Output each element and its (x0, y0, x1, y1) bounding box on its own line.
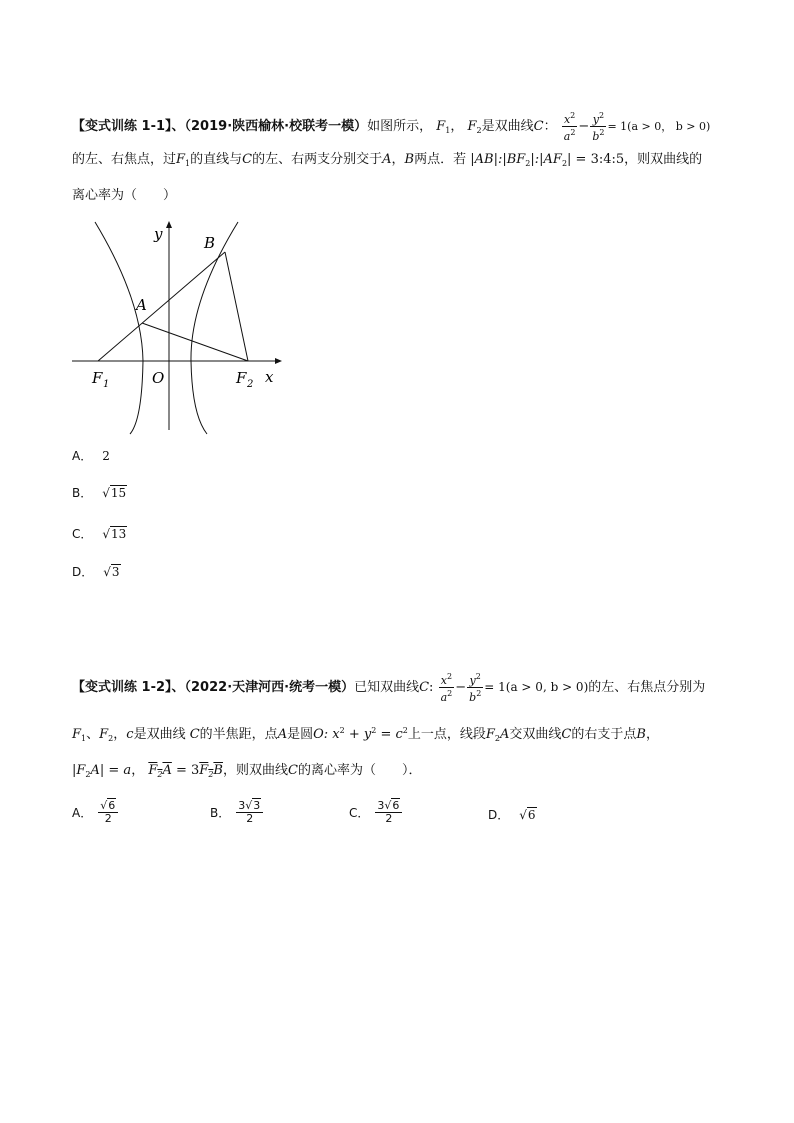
q2-option-c-value: $\frac{3√6}{2}$ (375, 800, 402, 825)
q1-option-a-value: 2 (102, 449, 110, 463)
q1-l2-f1: F (176, 152, 186, 167)
q2-l2-f1: F (72, 727, 82, 742)
q1-l2-b: 的直线与 (190, 152, 243, 167)
q1-f1-sub: 1 (445, 126, 451, 135)
q2-l3-sub: 2 (85, 770, 91, 779)
line-f1-b (98, 252, 225, 361)
q1-option-d[interactable] (72, 563, 121, 580)
label-b: B (204, 234, 216, 252)
label-o: O (152, 369, 165, 387)
hyperbola-figure (70, 220, 290, 435)
q1-option-b[interactable] (72, 484, 127, 501)
q2-l2-j: A (500, 727, 510, 742)
q1-minus: − (578, 119, 590, 134)
q1-l2-a: 的左、右焦点，过 (72, 152, 177, 167)
q2-colon: : (429, 680, 434, 695)
q2-frac-x: $\frac{x^2}{a^2}$ (440, 672, 453, 704)
q1-frac-y: $\frac{y^2}{b^2}$ (592, 111, 605, 143)
q2-option-a-label: A． (72, 806, 93, 820)
q1-option-a-label: A． (72, 449, 93, 463)
q1-option-b-label: B． (72, 486, 93, 500)
q1-l2-c: 的左、右两支分别交于 (252, 152, 383, 167)
label-f2: F (236, 369, 247, 387)
q2-line-1 (72, 671, 705, 704)
q1-option-c-label: C． (72, 527, 93, 541)
q1-tag: 【变式训练 1-1】 (72, 119, 172, 134)
q1-option-d-value: √3 (103, 565, 120, 579)
q1-option-b-value: √15 (102, 486, 127, 500)
q2-option-d-label: D． (488, 808, 510, 822)
q1-intro: 如图所示， (367, 119, 433, 134)
q1-line-3: 离心率为（ ） (72, 188, 177, 203)
q1-l2-f1-sub: 1 (185, 159, 191, 168)
q1-curve-name: C (533, 119, 544, 134)
q2-l2-m: 的右支于点 (571, 727, 637, 742)
q2-l2-n: B (636, 727, 646, 742)
q2-l3-d: ，则双曲线 (222, 763, 288, 778)
q1-eq-rhs: = 1(a > 0， b > 0) (607, 120, 711, 133)
q1-option-a[interactable] (72, 447, 110, 464)
q1-ratio-3: | = 3:4:5 (567, 152, 625, 167)
line-b-f2 (225, 252, 248, 361)
q1-frac-x: $\frac{x^2}{a^2}$ (563, 111, 576, 143)
q1-option-c[interactable] (72, 525, 127, 542)
q1-f2: F (467, 119, 477, 134)
q2-option-d[interactable] (488, 806, 537, 823)
q1-source: 、（2019·陕西榆林·校联考一模） (171, 119, 368, 134)
q2-l2-f2: F (99, 727, 109, 742)
q2-tag: 【变式训练 1-2】 (72, 680, 172, 695)
q2-option-b-value: $\frac{3√3}{2}$ (236, 800, 263, 825)
q2-circle-sq-1: 2 (339, 726, 345, 735)
q1-l2-c-name: C (242, 152, 253, 167)
q1-l2-d: ， (391, 152, 405, 167)
q2-l3-e: C (288, 763, 298, 778)
q2-l2-h: 是圆 (287, 727, 314, 742)
q1-l2-point-b: B (404, 152, 415, 167)
q2-l3-c: ， (131, 763, 145, 778)
q2-l2-f1-sub: 1 (81, 734, 87, 743)
q2-vector-f2a: $F_2A$ (148, 763, 172, 779)
q2-eq-rhs: = 1(a > 0, b > 0) (484, 680, 589, 694)
q2-l2-f2-sub: 2 (108, 734, 114, 743)
q2-option-a[interactable] (72, 800, 119, 825)
right-branch (191, 222, 238, 434)
q2-curve: C (419, 680, 430, 695)
q1-option-c-value: √13 (102, 527, 127, 541)
q2-option-c[interactable] (349, 800, 403, 825)
q2-line-3 (72, 763, 421, 783)
label-f1-sub: 1 (103, 379, 110, 390)
q2-circle-1: O: x (313, 727, 340, 742)
q2-l2-c: c (126, 727, 134, 742)
q1-curve-text: 是双曲线 (481, 119, 534, 134)
q2-circle-3: = c (376, 727, 403, 742)
q1-f1: F (436, 119, 446, 134)
x-axis-arrow (275, 358, 282, 364)
q2-l2-o: ， (645, 727, 659, 742)
label-x: x (265, 368, 274, 386)
q2-l3-f: 的离心率为（ ）． (297, 763, 422, 778)
q2-l2-f: 的半焦距，点 (199, 727, 278, 742)
q1-ratio-1: |AB|:|BF (470, 152, 526, 167)
q2-circle-2: + y (344, 727, 372, 742)
q2-option-d-value: √6 (519, 808, 536, 822)
label-y: y (154, 225, 163, 243)
q2-l2-b: ， (113, 727, 127, 742)
q1-f2-sub: 2 (476, 126, 482, 135)
q2-frac-y: $\frac{y^2}{b^2}$ (469, 672, 482, 704)
q2-circle-sq-3: 2 (402, 726, 408, 735)
q1-l2-f: ，则双曲线的 (624, 152, 703, 167)
q2-vector-f2b: $F_2B$ (199, 763, 223, 779)
q2-option-b-label: B． (210, 806, 231, 820)
q2-line-2 (72, 723, 659, 747)
q1-comma: ， (450, 119, 464, 134)
q1-colon: ： (543, 119, 557, 134)
q2-circle-sq-2: 2 (371, 726, 377, 735)
q2-l3-b: A| = a (90, 763, 132, 778)
q1-l2-e: 两点．若 (414, 152, 467, 167)
q1-l2-point-a: A (382, 152, 392, 167)
q2-option-a-value: $\frac{√6}{2}$ (98, 800, 118, 825)
q2-vec-eq: = 3 (171, 763, 200, 778)
label-f1: F (92, 369, 103, 387)
y-axis-arrow (166, 221, 172, 228)
q1-line-2 (72, 152, 702, 172)
q2-source: 、（2022·天津河西·统考一模） (171, 680, 355, 695)
q2-l2-l: C (561, 727, 572, 742)
q2-l2-e: C (189, 727, 200, 742)
q2-eq-tail: 的左、右焦点分别为 (588, 680, 706, 695)
q1-ratio-sub-2: 2 (561, 159, 568, 168)
q2-minus: − (455, 680, 467, 695)
q2-option-c-label: C． (349, 806, 370, 820)
q2-l2-i: 上一点，线段 (407, 727, 486, 742)
q1-ratio-2: |:|AF (530, 152, 562, 167)
q2-l2-g: A (277, 727, 288, 742)
q2-l2-a: 、 (86, 727, 100, 742)
label-f2-sub: 2 (247, 379, 254, 390)
q2-l2-seg-f: F (485, 727, 495, 742)
q2-l3-a: |F (72, 763, 86, 778)
q1-line-1 (72, 110, 710, 143)
q2-l2-d: 是双曲线 (133, 727, 186, 742)
q1-option-d-label: D． (72, 565, 94, 579)
q2-option-b[interactable] (210, 800, 264, 825)
q2-intro: 已知双曲线 (354, 680, 420, 695)
q2-l2-k: 交双曲线 (509, 727, 562, 742)
q2-l2-seg-sub: 2 (494, 734, 500, 743)
q1-ratio-sub-1: 2 (525, 159, 531, 168)
label-a: A (136, 296, 147, 314)
line-a-f2 (142, 323, 248, 361)
